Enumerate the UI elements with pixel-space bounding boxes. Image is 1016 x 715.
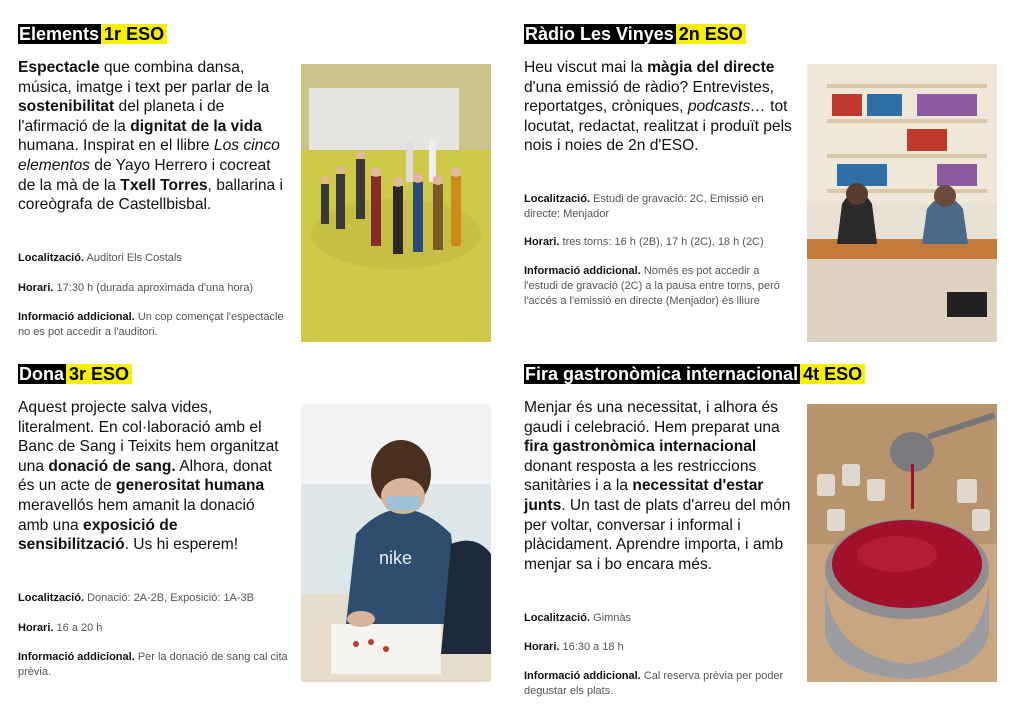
italic-phrase: podcasts…	[687, 98, 766, 116]
card-grade: 2n ESO	[676, 24, 746, 44]
text-run: . Un tast de plats d'arreu del món per voltar, conversar i informal i plàcidament. Aprendre importa, i amb menjar sa i bo encara més.	[524, 496, 791, 573]
text-run: . Us hi esperem!	[124, 536, 239, 554]
radio-studio-photo	[807, 64, 997, 342]
info-additional: Informació addicional. Només es pot accedir a l'estudi de gravació (2C) a la pausa entre torns, però l'accés a l'emissió en directe (Menjador) és lliure	[524, 265, 780, 307]
info-schedule: Horari. 16 a 20 h	[18, 622, 103, 634]
card-dona	[18, 360, 510, 695]
bold-phrase: sostenibilitat	[18, 98, 115, 116]
bold-phrase: necessitat d'estar junts	[524, 477, 764, 514]
students-workshop-photo	[301, 404, 491, 682]
card-heading	[18, 362, 132, 386]
bold-phrase: Txell Torres	[120, 176, 208, 194]
bold-phrase: exposició de sensibilització	[18, 516, 178, 554]
bold-phrase: donació de sang.	[48, 457, 176, 475]
text-run: d'una emissió de ràdio? Entrevistes, reportatges, cròniques,	[524, 78, 775, 116]
card-grade: 4t ESO	[800, 364, 865, 384]
text-run: donant resposta a les restriccions sanitàries i a la	[524, 457, 757, 495]
card-heading	[524, 22, 746, 46]
text-run: Alhora, donat és un acte de	[18, 457, 272, 495]
card-fira	[524, 360, 1016, 695]
text-run: tot locutat, redactat, realitzat i produït pels nois i noies de 2n d'ESO.	[524, 98, 792, 155]
card-radio	[524, 20, 1016, 355]
card-heading	[18, 22, 167, 46]
bold-phrase: Espectacle	[18, 59, 100, 76]
card-title: Elements	[19, 24, 100, 44]
text-run: Heu viscut mai la	[524, 59, 648, 76]
card-grade: 1r ESO	[101, 24, 167, 44]
card-elements	[18, 20, 510, 355]
info-location: Localització. Auditori Els Costals	[18, 252, 182, 264]
info-schedule: Horari. tres torns: 16 h (2B), 17 h (2C), 18 h (2C)	[524, 236, 764, 248]
card-title: Fira gastronòmica internacional	[525, 364, 799, 384]
svg-text:nike: nike	[379, 548, 413, 568]
card-body	[18, 58, 288, 215]
bold-phrase: dignitat de la vida	[130, 117, 262, 135]
info-schedule: Horari. 16:30 a 18 h	[524, 641, 624, 653]
card-body	[524, 398, 794, 574]
text-run: , ballarina i coreògrafa de Castellbisbal.	[18, 176, 283, 214]
card-title: Dona	[19, 364, 64, 384]
bold-phrase: màgia del directe	[647, 59, 775, 76]
text-run: meravellós hem amanit la donació amb una	[18, 496, 255, 534]
card-body	[524, 58, 794, 156]
text-run: humana. Inspirat en el llibre	[18, 137, 214, 155]
bold-phrase: generositat humana	[115, 477, 265, 495]
text-run: que combina dansa, música, imatge i text per parlar de la	[18, 59, 270, 96]
text-run: de Yayo Herrero i cocreat de la mà de la	[18, 156, 271, 194]
info-schedule: Horari. 17:30 h (durada aproximada d'una hora)	[18, 282, 254, 294]
info-location: Localització. Estudi de gravació: 2C, Emissió en directe: Menjador	[524, 193, 764, 220]
text-run: Menjar és una necessitat, i alhora és gaudi i celebració. Hem preparat una	[524, 399, 780, 436]
cooking-pot-photo	[807, 404, 997, 682]
card-body	[18, 398, 288, 555]
bold-phrase: fira gastronòmica internacional	[524, 438, 757, 456]
info-location: Localització. Donació: 2A-2B, Exposició: 1A-3B	[18, 592, 255, 604]
dance-rehearsal-photo	[301, 64, 491, 342]
info-location: Localització. Gimnàs	[524, 612, 631, 624]
text-run: Aquest projecte salva vides, literalment. En col·laboració amb el Banc de Sang i Teixits hem organitzat una	[18, 399, 279, 475]
info-additional: Informació addicional. Un cop començat l'espectacle no es pot accedir a l'auditori.	[18, 311, 284, 338]
info-additional: Informació addicional. Per la donació de sang cal cita prèvia.	[18, 651, 288, 678]
card-heading	[524, 362, 865, 386]
text-run: del planeta i de l'afirmació de la	[18, 98, 225, 135]
card-title: Ràdio Les Vinyes	[525, 24, 674, 44]
card-grade: 3r ESO	[66, 364, 132, 384]
italic-phrase: Los cinco elementos	[18, 137, 280, 174]
info-additional: Informació addicional. Cal reserva prèvia per poder degustar els plats.	[524, 670, 784, 697]
